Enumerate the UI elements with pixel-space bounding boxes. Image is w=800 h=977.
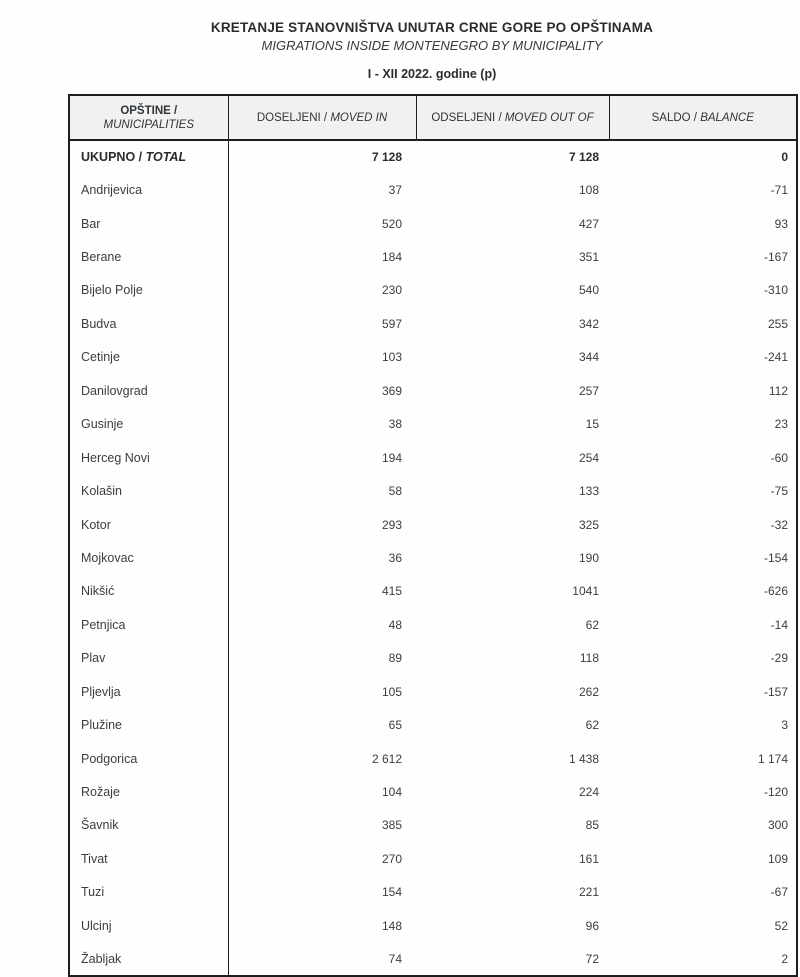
table-row [69, 207, 797, 240]
header-municipalities-en: MUNICIPALITIES [103, 118, 195, 131]
balance-value: 52 [609, 909, 797, 942]
balance-value: -67 [609, 876, 797, 909]
balance-value: 93 [609, 207, 797, 240]
moved-out-value: 257 [416, 374, 609, 407]
municipality-name: Bar [69, 207, 228, 240]
total-label-en: TOTAL [145, 150, 187, 165]
municipality-name: Gusinje [69, 408, 228, 441]
moved-out-value: 85 [416, 809, 609, 842]
table-row [69, 274, 797, 307]
municipality-name: Rožaje [69, 775, 228, 808]
header-municipalities-sr: OPŠTINE / [120, 104, 178, 117]
balance-value: -154 [609, 541, 797, 574]
header-moved-in-sr: DOSELJENI / [256, 111, 331, 124]
table-row [69, 541, 797, 574]
moved-out-value: 96 [416, 909, 609, 942]
reporting-period: I - XII 2022. godine (p) [367, 67, 497, 81]
moved-in-value: 385 [228, 809, 416, 842]
balance-value: 2 [609, 943, 797, 976]
table-row [69, 943, 797, 976]
balance-value: -167 [609, 240, 797, 273]
table-row [69, 575, 797, 608]
municipality-name: Tivat [69, 842, 228, 875]
moved-in-value: 293 [228, 508, 416, 541]
table-row [69, 441, 797, 474]
moved-in-value: 48 [228, 608, 416, 641]
moved-out-value: 15 [416, 408, 609, 441]
header-moved-in-en: MOVED IN [330, 111, 388, 124]
balance-value: -120 [609, 775, 797, 808]
header-balance-en: BALANCE [700, 111, 754, 124]
municipality-name: Bijelo Polje [69, 274, 228, 307]
table-row [69, 240, 797, 273]
table-row [69, 341, 797, 374]
balance-value: -32 [609, 508, 797, 541]
moved-in-value: 520 [228, 207, 416, 240]
page-subtitle: MIGRATIONS INSIDE MONTENEGRO BY MUNICIPALITY [261, 38, 603, 53]
moved-in-value: 154 [228, 876, 416, 909]
balance-value: -310 [609, 274, 797, 307]
municipality-name: Petnjica [69, 608, 228, 641]
municipality-name: Tuzi [69, 876, 228, 909]
moved-in-value: 194 [228, 441, 416, 474]
total-balance: 0 [609, 140, 797, 173]
moved-out-value: 325 [416, 508, 609, 541]
header-balance-sr: SALDO / [651, 111, 701, 124]
moved-out-value: 133 [416, 474, 609, 507]
table-row [69, 876, 797, 909]
table-row [69, 675, 797, 708]
balance-value: -29 [609, 642, 797, 675]
balance-value: 3 [609, 708, 797, 741]
moved-out-value: 221 [416, 876, 609, 909]
moved-out-value: 118 [416, 642, 609, 675]
table-row [69, 909, 797, 942]
page-title: KRETANJE STANOVNIŠTVA UNUTAR CRNE GORE PO OPŠTINAMA [210, 20, 654, 35]
municipality-name: Mojkovac [69, 541, 228, 574]
header-moved-in [228, 95, 416, 140]
header-moved-out-sr: ODSELJENI / [431, 111, 505, 124]
moved-in-value: 74 [228, 943, 416, 976]
moved-out-value: 351 [416, 240, 609, 273]
moved-in-value: 103 [228, 341, 416, 374]
municipality-name: Budva [69, 307, 228, 340]
moved-out-value: 540 [416, 274, 609, 307]
total-moved-in: 7 128 [228, 140, 416, 173]
municipality-name: Andrijevica [69, 173, 228, 206]
moved-in-value: 104 [228, 775, 416, 808]
moved-out-value: 427 [416, 207, 609, 240]
balance-value: 255 [609, 307, 797, 340]
moved-in-value: 415 [228, 575, 416, 608]
moved-out-value: 262 [416, 675, 609, 708]
municipality-name: Kotor [69, 508, 228, 541]
table-row [69, 842, 797, 875]
table-row [69, 173, 797, 206]
balance-value: -60 [609, 441, 797, 474]
moved-out-value: 108 [416, 173, 609, 206]
balance-value: 1 174 [609, 742, 797, 775]
municipality-name: Cetinje [69, 341, 228, 374]
moved-in-value: 58 [228, 474, 416, 507]
moved-in-value: 105 [228, 675, 416, 708]
title-block [68, 19, 796, 81]
moved-in-value: 597 [228, 307, 416, 340]
moved-out-value: 62 [416, 708, 609, 741]
header-balance [609, 95, 797, 140]
table-row [69, 508, 797, 541]
table-row [69, 742, 797, 775]
table-row [69, 708, 797, 741]
balance-value: -626 [609, 575, 797, 608]
municipality-name: Šavnik [69, 809, 228, 842]
table-header [69, 95, 797, 140]
municipality-name: Berane [69, 240, 228, 273]
balance-value: -75 [609, 474, 797, 507]
balance-value: -14 [609, 608, 797, 641]
moved-out-value: 62 [416, 608, 609, 641]
moved-in-value: 270 [228, 842, 416, 875]
moved-out-value: 161 [416, 842, 609, 875]
total-label-sr: UKUPNO / [81, 150, 146, 165]
header-moved-out-en: MOVED OUT OF [504, 111, 594, 124]
balance-value: -71 [609, 173, 797, 206]
balance-value: -157 [609, 675, 797, 708]
balance-value: 23 [609, 408, 797, 441]
moved-in-value: 2 612 [228, 742, 416, 775]
total-row [69, 140, 797, 173]
moved-in-value: 369 [228, 374, 416, 407]
municipality-name: Herceg Novi [69, 441, 228, 474]
total-label [69, 140, 228, 173]
municipality-name: Žabljak [69, 943, 228, 976]
table-body [69, 140, 797, 976]
moved-in-value: 65 [228, 708, 416, 741]
balance-value: 300 [609, 809, 797, 842]
municipality-name: Kolašin [69, 474, 228, 507]
moved-in-value: 230 [228, 274, 416, 307]
migrations-table [68, 94, 798, 977]
municipality-name: Nikšić [69, 575, 228, 608]
balance-value: 112 [609, 374, 797, 407]
balance-value: -241 [609, 341, 797, 374]
moved-out-value: 190 [416, 541, 609, 574]
moved-in-value: 148 [228, 909, 416, 942]
municipality-name: Ulcinj [69, 909, 228, 942]
moved-out-value: 1 438 [416, 742, 609, 775]
municipality-name: Plav [69, 642, 228, 675]
header-moved-out [416, 95, 609, 140]
table-row [69, 474, 797, 507]
balance-value: 109 [609, 842, 797, 875]
municipality-name: Danilovgrad [69, 374, 228, 407]
table-row [69, 408, 797, 441]
moved-out-value: 1041 [416, 575, 609, 608]
table-row [69, 307, 797, 340]
municipality-name: Pljevlja [69, 675, 228, 708]
table-row [69, 374, 797, 407]
table-row [69, 642, 797, 675]
header-row [69, 95, 797, 140]
header-municipalities [69, 95, 228, 140]
moved-out-value: 72 [416, 943, 609, 976]
moved-out-value: 224 [416, 775, 609, 808]
municipality-name: Podgorica [69, 742, 228, 775]
municipality-name: Plužine [69, 708, 228, 741]
moved-in-value: 36 [228, 541, 416, 574]
total-moved-out: 7 128 [416, 140, 609, 173]
moved-out-value: 254 [416, 441, 609, 474]
moved-in-value: 37 [228, 173, 416, 206]
moved-out-value: 344 [416, 341, 609, 374]
moved-in-value: 38 [228, 408, 416, 441]
moved-out-value: 342 [416, 307, 609, 340]
moved-in-value: 184 [228, 240, 416, 273]
table-row [69, 775, 797, 808]
table-row [69, 608, 797, 641]
moved-in-value: 89 [228, 642, 416, 675]
table-row [69, 809, 797, 842]
